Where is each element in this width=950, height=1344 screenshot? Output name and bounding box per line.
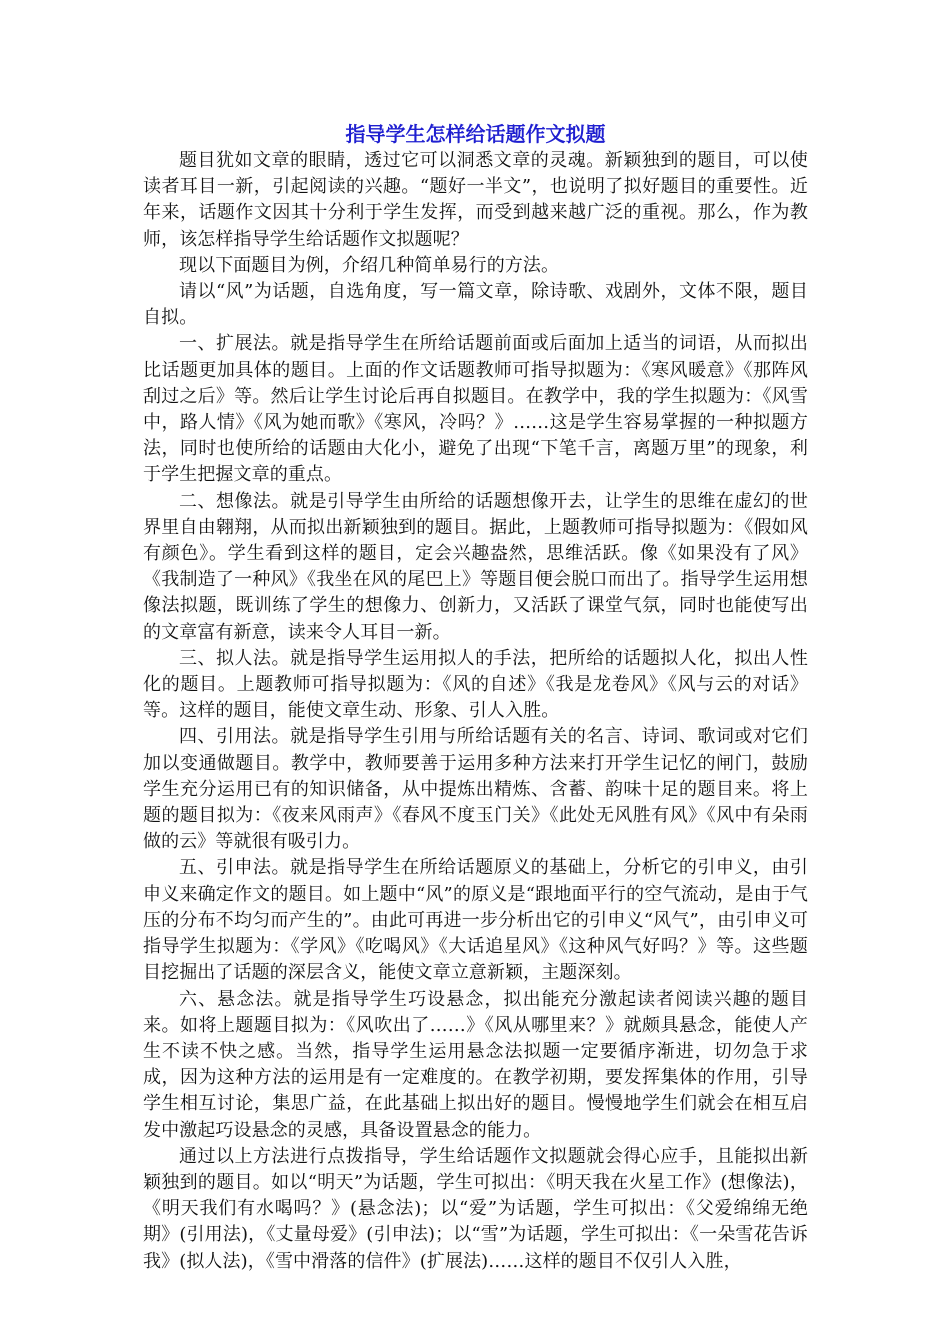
paragraph-intro: 题目犹如文章的眼睛，透过它可以洞悉文章的灵魂。新颖独到的题目，可以使读者耳目一新，引起阅读的兴趣。“题好一半文”，也说明了拟好题目的重要性。近年来，话题作文因其十分利于学生发挥，而受到越来越广泛的重视。那么，作为教师，该怎样指导学生给话题作文拟题呢？	[143, 150, 808, 250]
document-page	[143, 120, 808, 1275]
paragraph-method-6: 六、悬念法。就是指导学生巧设悬念，拟出能充分激起读者阅读兴趣的题目来。如将上题题目拟为：《风吹出了……》《风从哪里来？》就颇具悬念，能使人产生不读不快之感。当然，指导学生运用悬念法拟题一定要循序渐进，切勿急于求成，因为这种方法的运用是有一定难度的。在教学初期，要发挥集体的作用，引导学生相互讨论，集思广益，在此基础上拟出好的题目。慢慢地学生们就会在相互启发中激起巧设悬念的灵感，具备设置悬念的能力。	[143, 988, 808, 1141]
paragraph-method-4: 四、引用法。就是指导学生引用与所给话题有关的名言、诗词、歌词或对它们加以变通做题目。教学中，教师要善于运用多种方法来打开学生记忆的闸门，鼓励学生充分运用已有的知识储备，从中提炼出精炼、含蓄、韵味十足的题目来。将上题的题目拟为：《夜来风雨声》《春风不度玉门关》《此处无风胜有风》《风中有朵雨做的云》等就很有吸引力。	[143, 726, 808, 853]
paragraph-method-5: 五、引申法。就是指导学生在所给话题原义的基础上，分析它的引申义，由引申义来确定作文的题目。如上题中“风”的原义是“跟地面平行的空气流动，是由于气压的分布不均匀而产生的”。由此可再进一步分析出它的引申义“风气”，由引申义可指导学生拟题为：《学风》《吃喝风》《大话追星风》《这种风气好吗？》等。这些题目挖掘出了话题的深层含义，能使文章立意新颖，主题深刻。	[143, 857, 808, 984]
paragraph-example-intro: 现以下面题目为例，介绍几种简单易行的方法。	[179, 254, 560, 276]
paragraph-method-2: 二、想像法。就是引导学生由所给的话题想像开去，让学生的思维在虚幻的世界里自由翱翔，从而拟出新颖独到的题目。据此，上题教师可指导拟题为：《假如风有颜色》。学生看到这样的题目，定会兴趣盎然，思维活跃。像《如果没有了风》《我制造了一种风》《我坐在风的尾巴上》等题目便会脱口而出了。指导学生运用想像法拟题，既训练了学生的想像力、创新力，又活跃了课堂气氛，同时也能使写出的文章富有新意，读来令人耳目一新。	[143, 490, 808, 643]
document-title: 指导学生怎样给话题作文拟题	[345, 122, 606, 146]
paragraph-conclusion: 通过以上方法进行点拨指导，学生给话题作文拟题就会得心应手，且能拟出新颖独到的题目。如以“明天”为话题，学生可拟出：《明天我在火星工作》(想像法)，《明天我们有水喝吗？》(悬念法)；以“爱”为话题，学生可拟出：《父爱绵绵无绝期》(引用法)，《丈量母爱》(引申法)；以“雪”为话题，学生可拟出：《一朵雪花告诉我》(拟人法)，《雪中滑落的信件》(扩展法)……这样的题目不仅引人入胜，	[143, 1145, 808, 1272]
paragraph-prompt: 请以“风”为话题，自选角度，写一篇文章，除诗歌、戏剧外，文体不限，题目自拟。	[143, 281, 808, 329]
paragraph-method-3: 三、拟人法。就是指导学生运用拟人的手法，把所给的话题拟人化，拟出人性化的题目。上题教师可指导拟题为：《风的自述》《我是龙卷风》《风与云的对话》等。这样的题目，能使文章生动、形象、引人入胜。	[143, 647, 808, 722]
paragraph-method-1: 一、扩展法。就是指导学生在所给话题前面或后面加上适当的词语，从而拟出比话题更加具体的题目。上面的作文话题教师可指导拟题为：《寒风暖意》《那阵风刮过之后》等。然后让学生讨论后再自拟题目。在教学中，我的学生拟题为：《风雪中，路人情》《风为她而歌》《寒风，冷吗？》……这是学生容易掌握的一种拟题方法，同时也使所给的话题由大化小，避免了出现“下笔千言，离题万里”的现象，利于学生把握文章的重点。	[143, 333, 808, 486]
